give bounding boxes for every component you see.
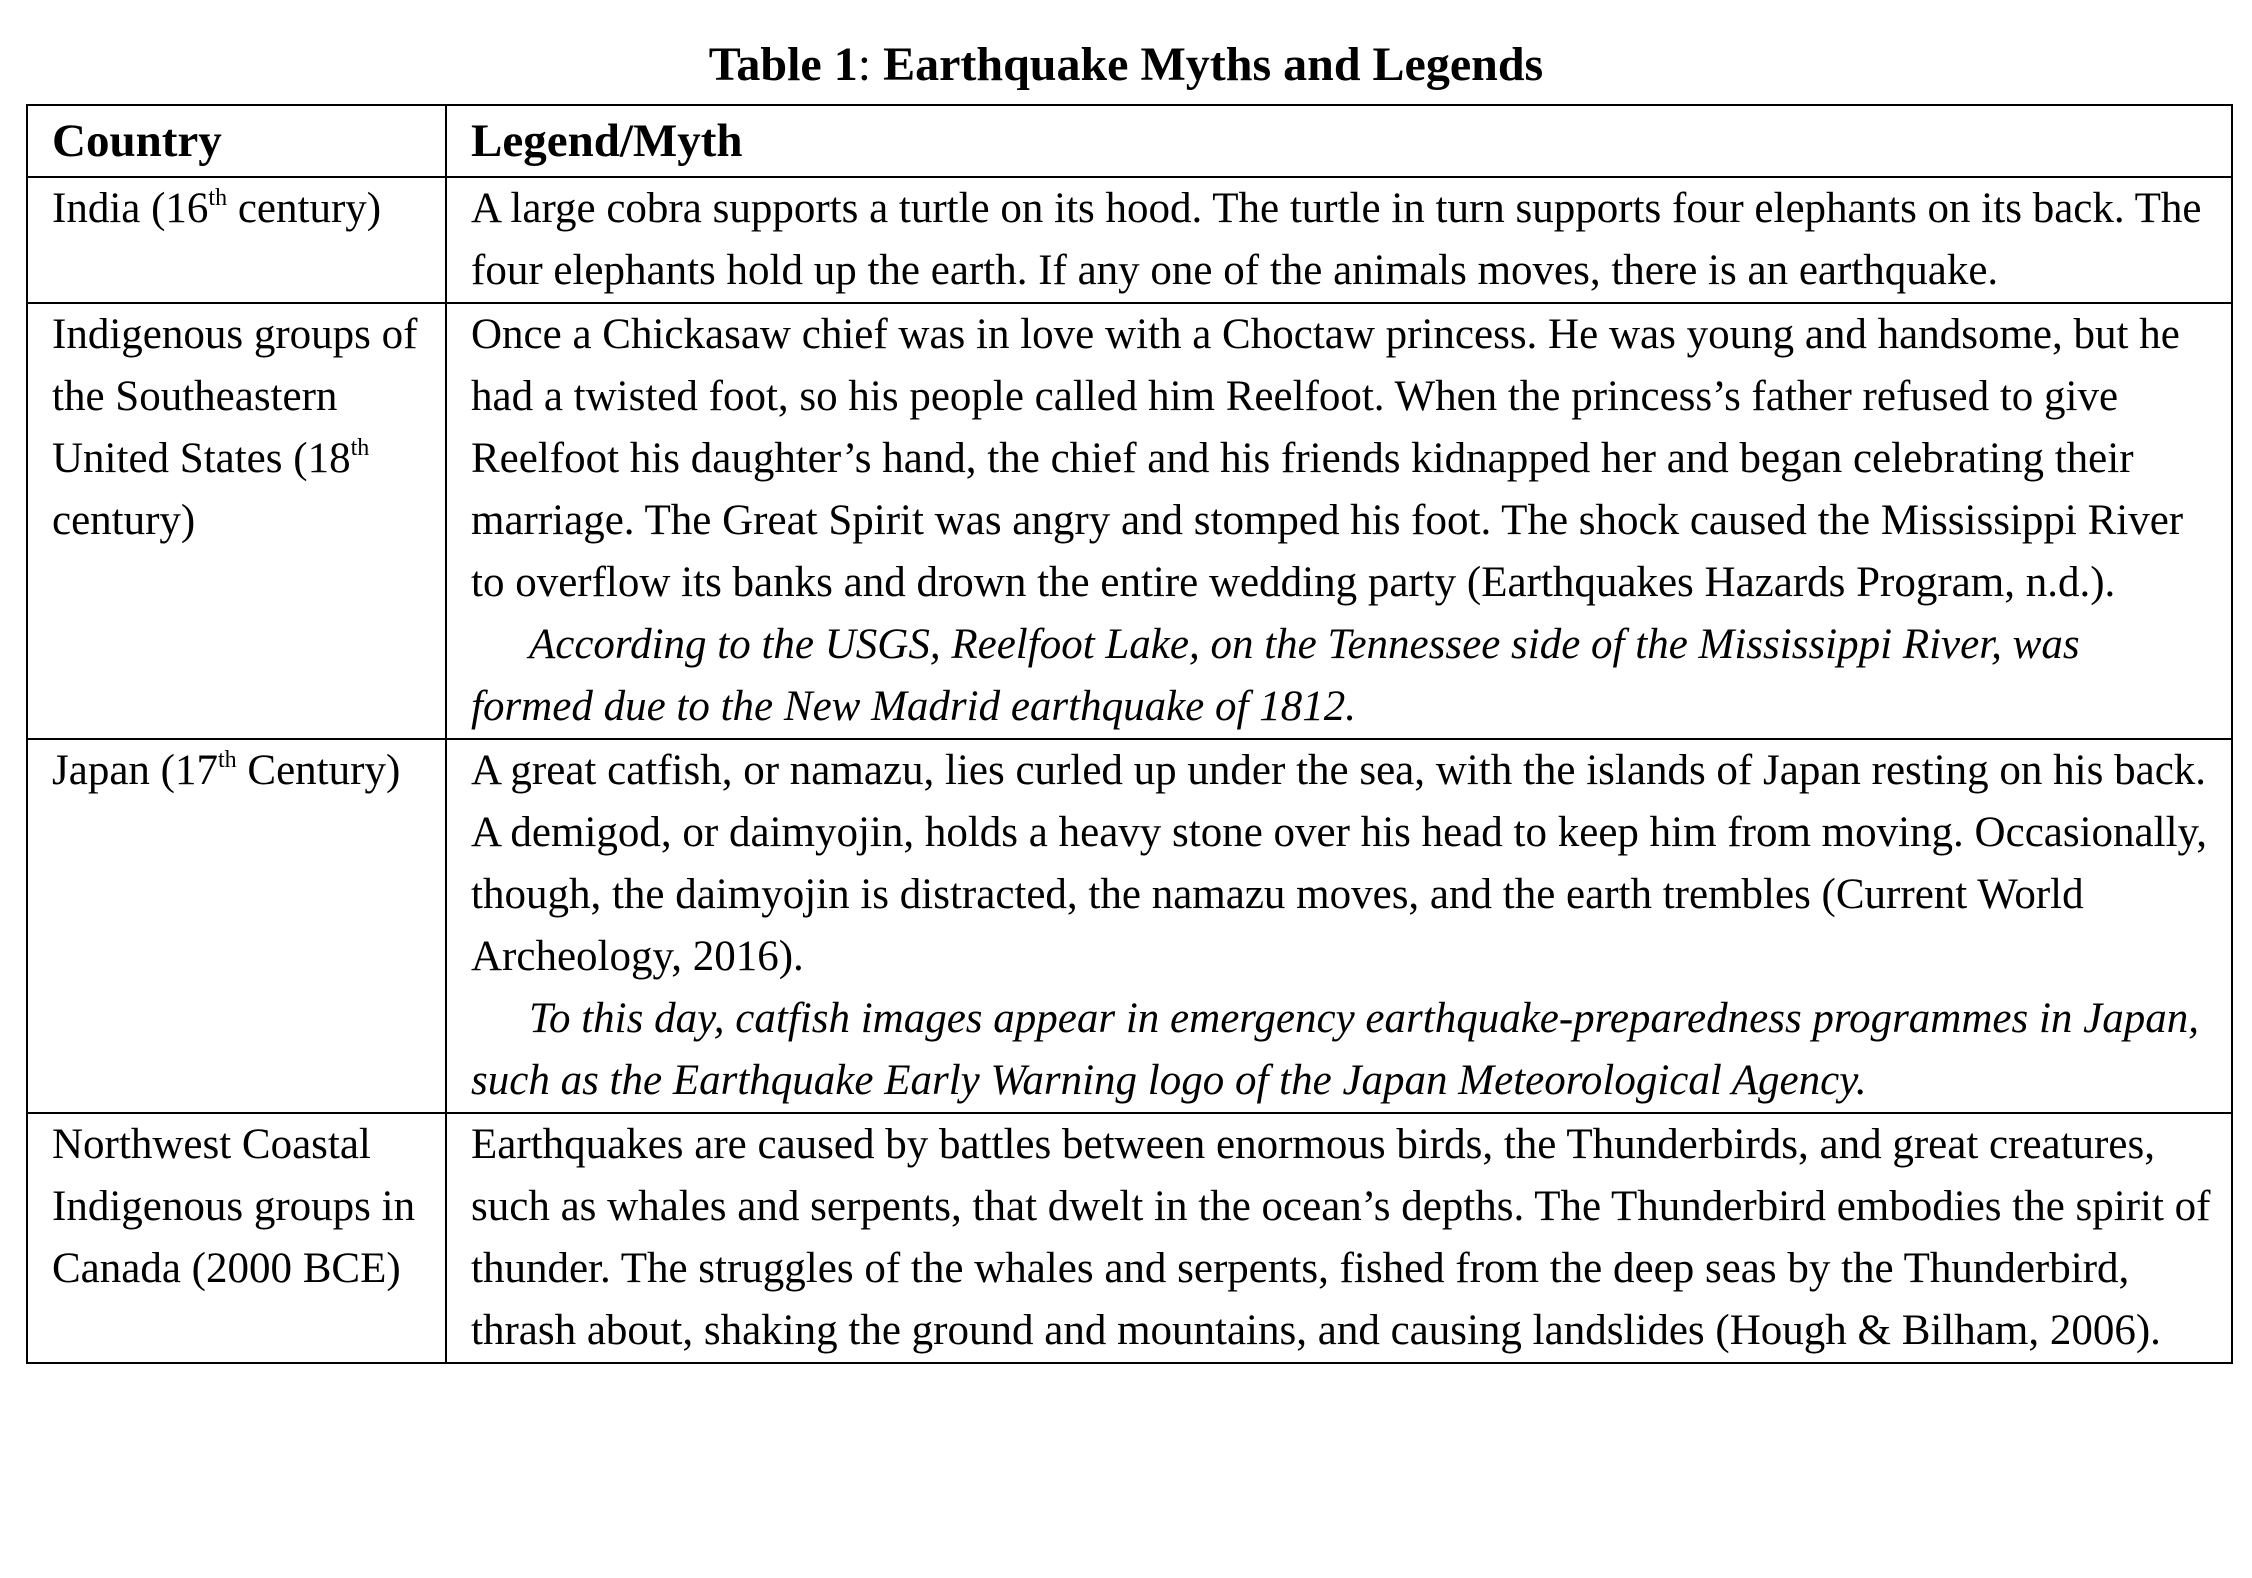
legend-cell [446, 739, 2232, 1113]
caption-title: Earthquake Myths and Legends [871, 38, 1544, 91]
table-caption [0, 36, 2252, 94]
country-text-rest: century) [52, 497, 196, 544]
country-text: India (16 [52, 185, 209, 232]
legend-cell [446, 303, 2232, 739]
myths-table [26, 104, 2233, 1364]
legend-text: Earthquakes are caused by battles between enormous birds, the Thunderbirds, and great creatures, such as whales and serpents, that dwelt in the ocean’s depths. The Thunderbird embodies the spirit of thunder. The struggles of the whales and serpents, fished from the deep seas by the Thunderbird, thrash about, shaking the ground and mountains, and causing landslides (Hough & Bilham, 2006). [471, 1121, 2211, 1354]
country-cell [27, 739, 446, 1113]
legend-cell [446, 1113, 2232, 1363]
header-country: Country [27, 105, 446, 177]
caption-colon: : [857, 38, 872, 91]
legend-cell [446, 177, 2232, 303]
table-row [27, 177, 2232, 303]
country-text: Northwest Coastal Indigenous groups in Canada (2000 BCE) [52, 1121, 416, 1292]
header-legend: Legend/Myth [446, 105, 2232, 177]
country-text: Indigenous groups of the Southeastern United States (18 [52, 311, 418, 482]
table-row [27, 739, 2232, 1113]
country-text-rest: Century) [236, 747, 401, 794]
country-superscript: th [208, 185, 228, 211]
legend-text: A great catfish, or namazu, lies curled up under the sea, with the islands of Japan resting on his back. A demigod, or daimyojin, holds a heavy stone over his head to keep him from moving. Occasionally, though, the daimyojin is distracted, the namazu moves, and the earth trembles (Current World Archeology, 2016). [471, 747, 2207, 980]
country-superscript: th [217, 747, 237, 773]
country-cell [27, 1113, 446, 1363]
legend-text: Once a Chickasaw chief was in love with a Choctaw princess. He was young and handsome, but he had a twisted foot, so his people called him Reelfoot. When the princess’s father refused to give Reelfoot his daughter’s hand, the chief and his friends kidnapped her and began celebrating their marriage. The Great Spirit was angry and stomped his foot. The shock caused the Mississippi River to overflow its banks and drown the entire wedding party (Earthquakes Hazards Program, n.d.). [471, 311, 2184, 606]
country-superscript: th [350, 435, 370, 461]
table-row [27, 303, 2232, 739]
country-text: Japan (17 [52, 747, 218, 794]
country-text-rest: century) [227, 185, 382, 232]
table-row [27, 1113, 2232, 1363]
caption-label: Table 1 [708, 38, 858, 91]
country-cell [27, 303, 446, 739]
legend-note: According to the USGS, Reelfoot Lake, on the Tennessee side of the Mississippi River, was formed due to the New Madrid earthquake of 1812. [471, 621, 2080, 730]
legend-note: To this day, catfish images appear in emergency earthquake-preparedness programmes in Japan, such as the Earthquake Early Warning logo of the Japan Meteorological Agency. [471, 995, 2200, 1104]
legend-text: A large cobra supports a turtle on its hood. The turtle in turn supports four elephants on its back. The four elephants hold up the earth. If any one of the animals moves, there is an earthquake. [471, 185, 2202, 294]
header-row [27, 105, 2232, 177]
country-cell [27, 177, 446, 303]
